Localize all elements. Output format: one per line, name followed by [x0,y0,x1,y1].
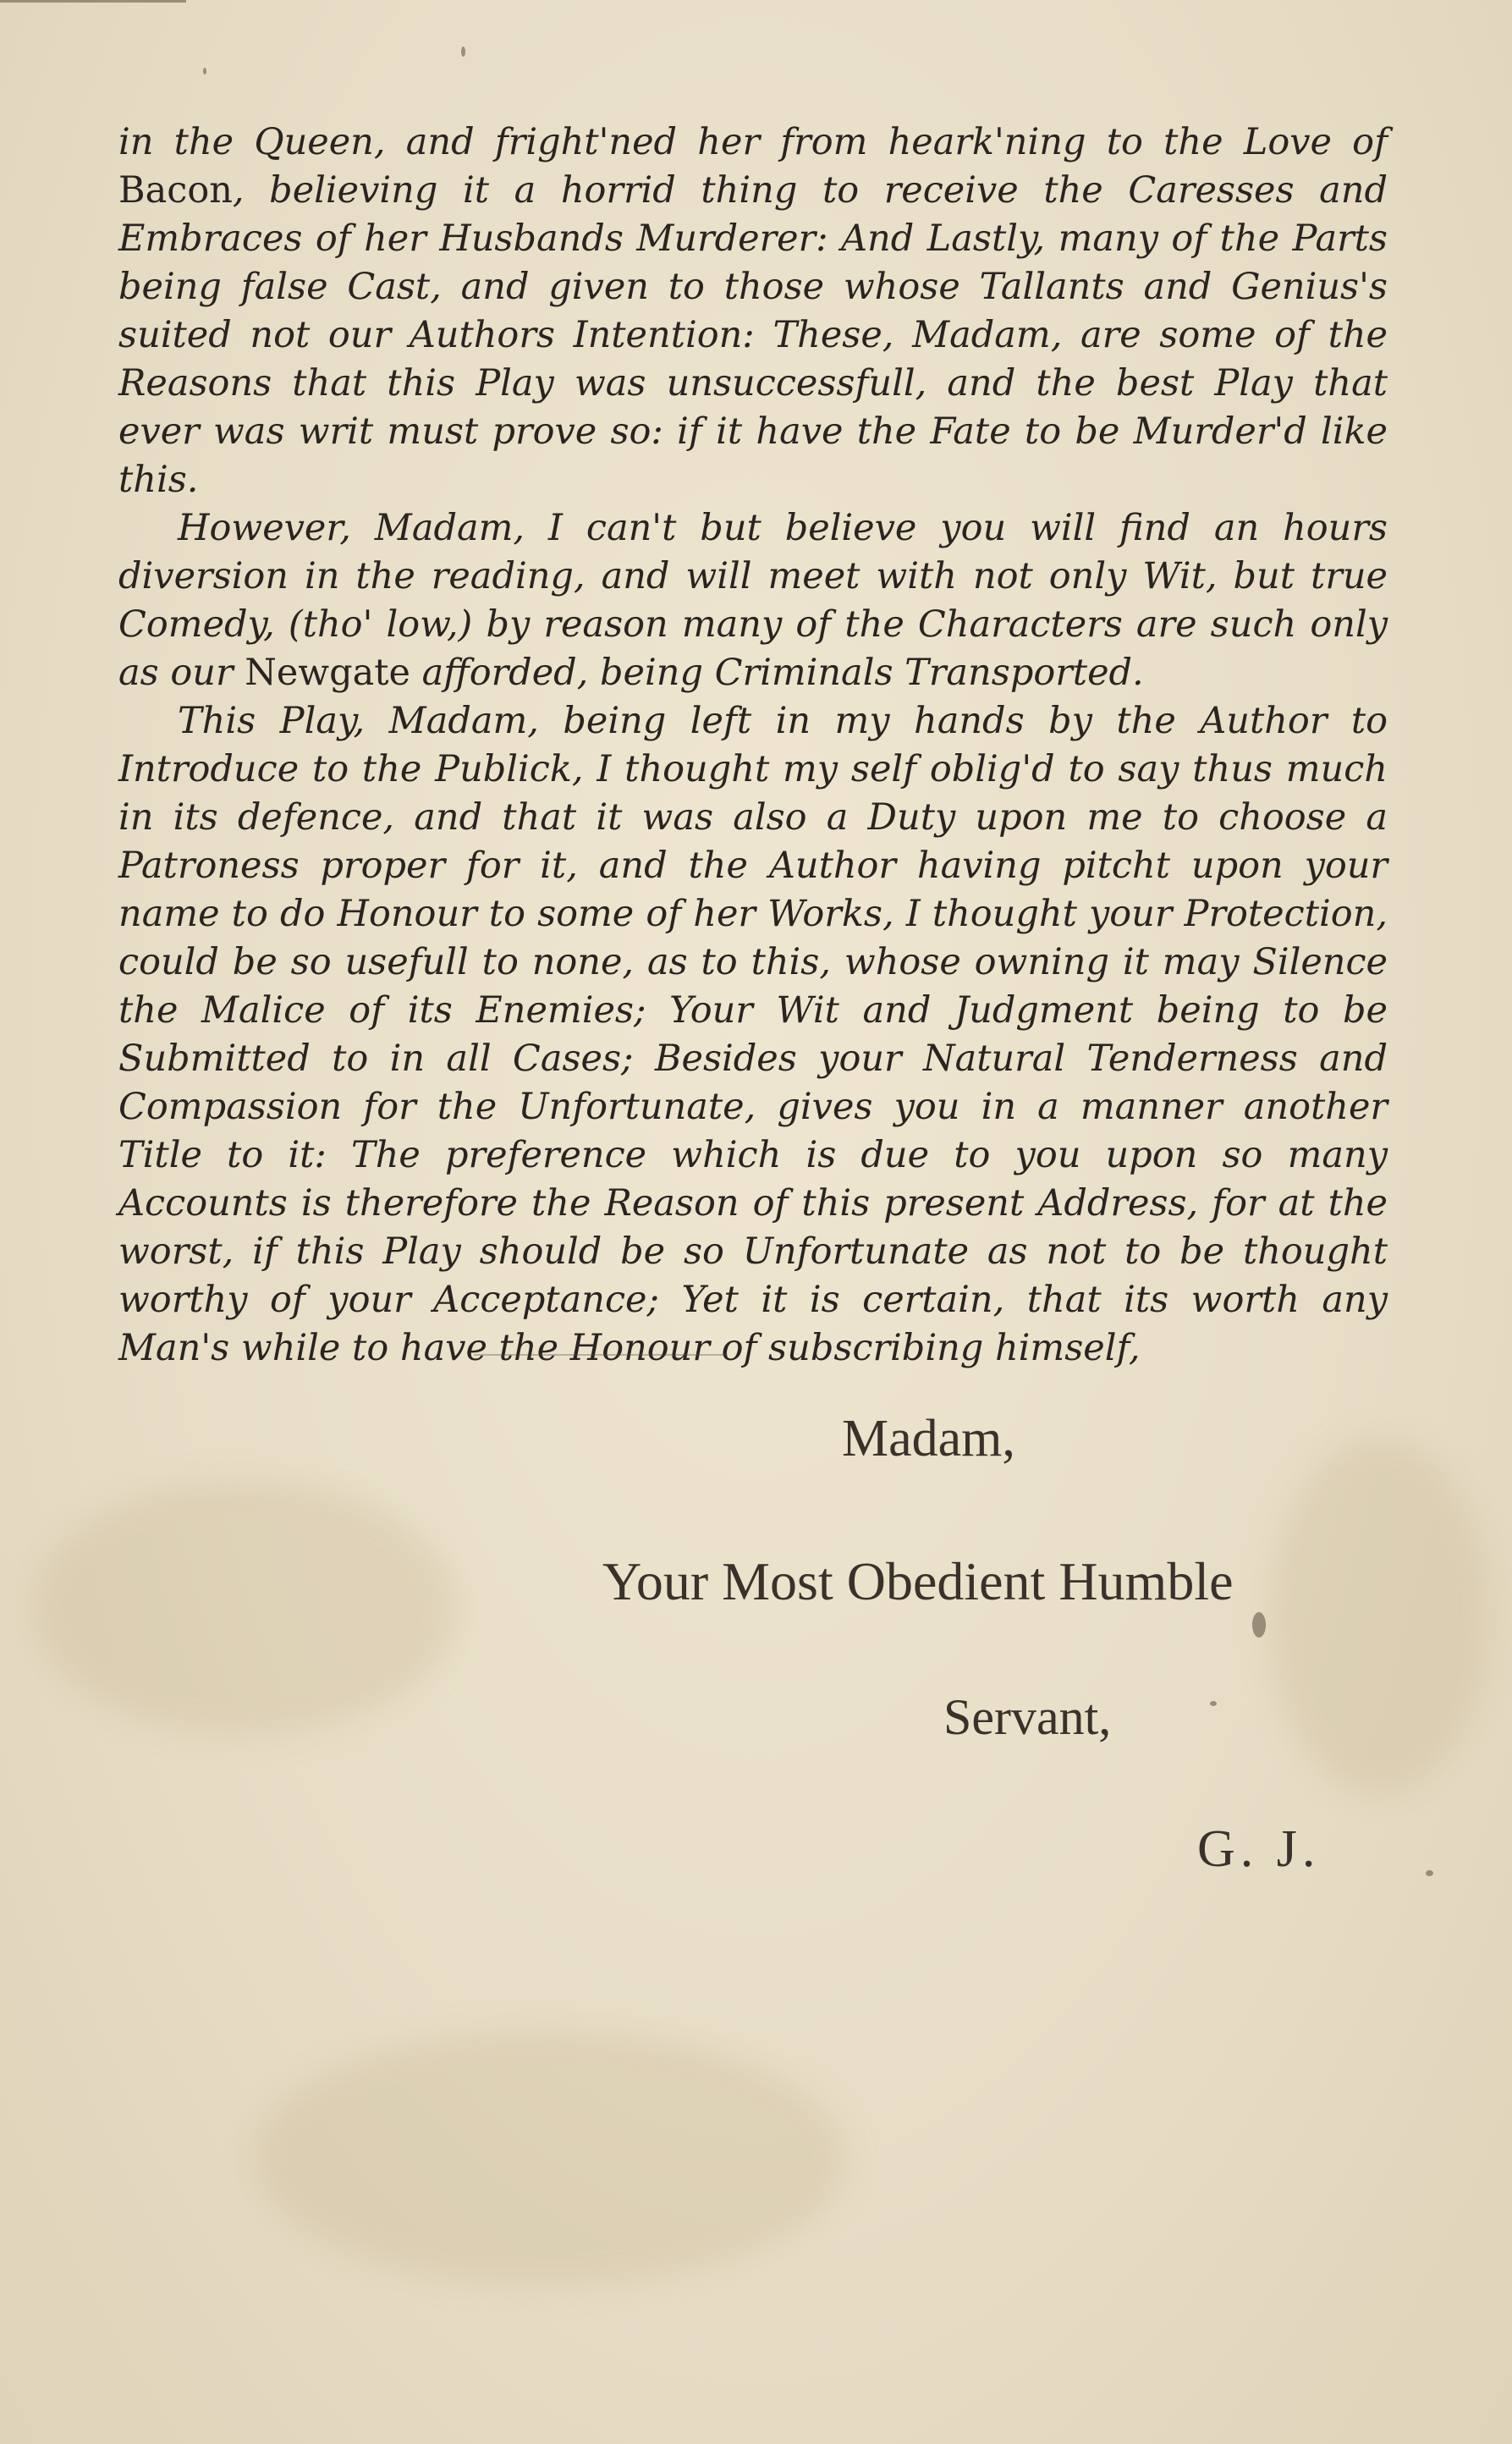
paper-stain [1269,1439,1489,1794]
paragraph-1 [118,118,1388,504]
paper-stain [34,1481,457,1735]
section-divider [474,1354,728,1356]
paragraph-1-segment: Bacon [118,169,233,212]
paragraph-1-segment: in the Queen, and fright'ned her from heark'ning to the Love of [118,121,1388,163]
closing-servant: Servant, [943,1689,1112,1745]
ink-speck [203,68,206,74]
closing-line: Your Most Obedient Humble [602,1551,1234,1611]
ink-speck [461,47,465,57]
paper-stain [254,2031,846,2285]
paragraph-3-segment: This Play, Madam, being left in my hands by the Author to Introduce to the Publick, I thought my self oblig'd to say thus much in its defence, and that it was also a Duty upon me to choose a Patroness proper for it, and the Author having pitcht upon your name to do Honour to some of her Works, I thought your Protection, could be so usefull to none, as to this, whose owning it may Silence the Malice of its Enemies; Your Wit and Judgment being to be Submitted to in all Cases; Besides your Natural Tenderness and Compassion for the Unfortunate, gives you in a manner another Title to it: The preference which is due to you upon so many Accounts is therefore the Reason of this present Address, for at the worst, if this Play should be so Unfortunate as not to be thought worthy of your Acceptance; Yet it is certain, that its worth any Man's while to have the Honour of subscribing himself, [118,700,1388,1369]
paragraph-2-segment: However, Madam, I can't but believe you will find an hours diversion in the reading, and will meet with not only Wit, but true Comedy, (tho' low,) by reason many of the Characters are such only as our [118,507,1388,694]
signature-initials: G. J. [1197,1820,1321,1878]
paragraph-1-segment: , believing it a horrid thing to receive the Caresses and Embraces of her Husbands Murderer: And Lastly, many of the Parts being false Cast, and given to those whose Tallants and Genius's suited not our Authors Intention: These, Madam, are some of the Reasons that this Play was unsuccessfull, and the best Play that ever was writ must prove so: if it have the Fate to be Murder'd like this. [118,169,1388,501]
paragraph-2 [118,504,1388,697]
ink-speck [1210,1701,1217,1706]
ink-blot [1252,1612,1266,1638]
page-top-rule [0,0,186,3]
ink-speck [1426,1870,1433,1876]
closing-salutation: Madam, [842,1410,1015,1467]
paragraph-2-segment: Newgate [245,652,410,694]
paragraph-3 [118,697,1388,1373]
paragraph-2-segment: afforded, being Criminals Transported. [410,652,1144,694]
letter-body [118,118,1388,1373]
